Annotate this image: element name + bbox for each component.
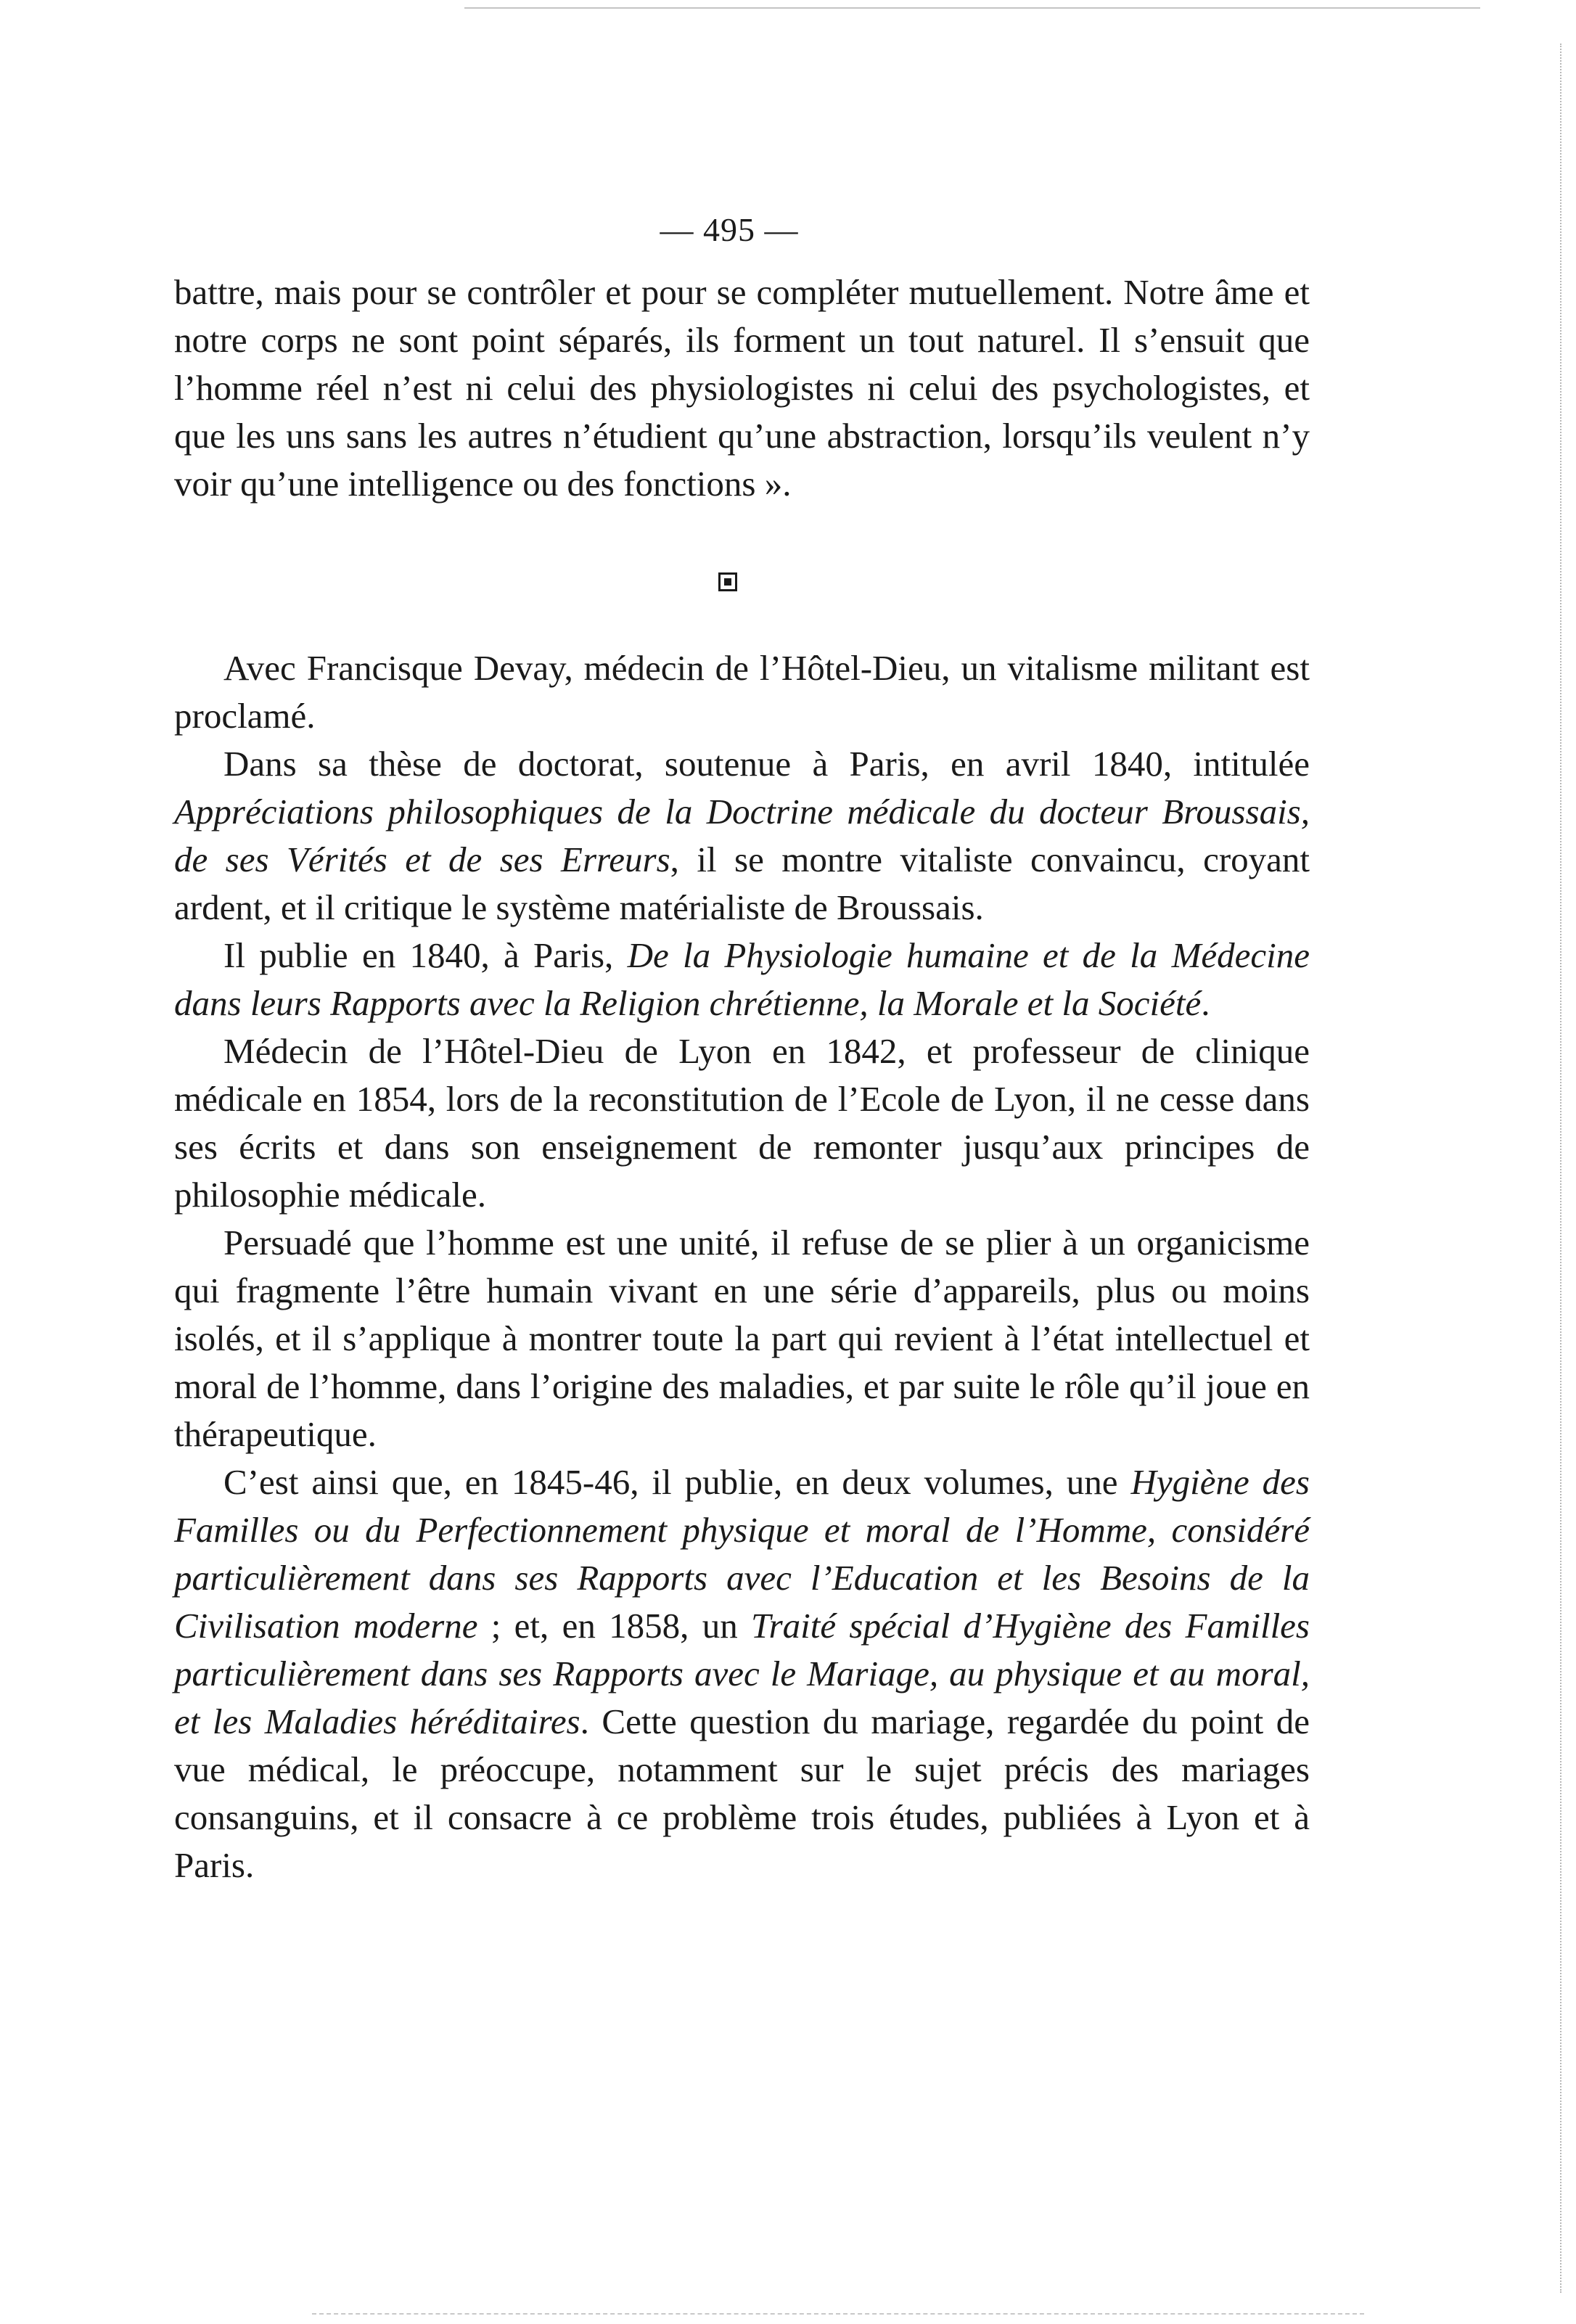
text-run: Médecin de l’Hôtel-Dieu de Lyon en 1842, et professeur de clinique médicale en 1854, lors de la reconstitution de l’Ecole de Lyon, il ne cesse dans ses écrits et dans son enseignement de remonter jusqu’aux principes de philosophie médicale. <box>174 1031 1310 1215</box>
text-run: . <box>1201 983 1210 1023</box>
text-run: Avec Francisque Devay, médecin de l’Hôtel-Dieu, un vitalisme militant est proclamé. <box>174 648 1310 736</box>
text-run: ; et, en 1858, un <box>477 1606 752 1646</box>
paragraph <box>174 1219 1310 1458</box>
text-run: C’est ainsi que, en 1845-46, il publie, en deux volumes, une <box>223 1462 1131 1502</box>
italic-title: De la Physiologie humaine et de la Médecine dans leurs Rapports avec la Religion chrétienne, la Morale et la Société <box>174 935 1310 1023</box>
continued-paragraph-block <box>174 268 1310 508</box>
paragraph <box>174 740 1310 932</box>
text-run: Dans sa thèse de doctorat, soutenue à Paris, en avril 1840, intitulée <box>223 744 1310 784</box>
paragraph <box>174 932 1310 1027</box>
italic-title: Hygiène des Familles ou du Perfectionnement physique et moral de l’Homme, considéré particulièrement dans ses Rapports avec l’Education et les Besoins de la Civilisation moderne <box>174 1462 1310 1646</box>
text-run: Persuadé que l’homme est une unité, il refuse de se plier à un organicisme qui fragmente l’être humain vivant en une série d’appareils, plus ou moins isolés, et il s’applique à montrer toute la part qui revient à l’état intellectuel et moral de l’homme, dans l’origine des maladies, et par suite le rôle qu’il joue en thérapeutique. <box>174 1223 1310 1454</box>
paragraph <box>174 1458 1310 1889</box>
body-paragraphs <box>174 644 1310 1889</box>
text-run: . Cette question du mariage, regardée du point de vue médical, le préoccupe, notamment sur le sujet précis des mariages consanguins, et il consacre à ce problème trois études, publiées à Lyon et à Paris. <box>174 1701 1310 1885</box>
continued-paragraph: battre, mais pour se contrôler et pour se compléter mutuellement. Notre âme et notre corps ne sont point séparés, ils forment un tout naturel. Il s’ensuit que l’homme réel n’est ni celui des physiologistes ni celui des psychologistes, et que les uns sans les autres n’étudient qu’une abstraction, lorsqu’ils veulent n’y voir qu’une intelligence ou des fonctions ». <box>174 272 1310 504</box>
text-run: , il se montre vitaliste convaincu, croyant ardent, et il critique le système matérialiste de Broussais. <box>174 839 1310 927</box>
top-edge-rule <box>464 7 1480 9</box>
italic-title: Traité spécial d’Hygiène des Familles particulièrement dans ses Rapports avec le Mariage, au physique et au moral, et les Maladies héréditaires <box>174 1606 1310 1741</box>
page-number: — 495 — <box>660 211 799 248</box>
italic-title: Appréciations philosophiques de la Doctrine médicale du docteur Broussais, de ses Vérités et de ses Erreurs <box>174 792 1310 879</box>
bottom-edge-rule <box>312 2313 1364 2315</box>
right-page-edge <box>1560 44 1561 2293</box>
paragraph <box>174 644 1310 740</box>
paragraph <box>174 1027 1310 1219</box>
text-run: Il publie en 1840, à Paris, <box>223 935 628 975</box>
section-separator-icon <box>718 572 737 591</box>
